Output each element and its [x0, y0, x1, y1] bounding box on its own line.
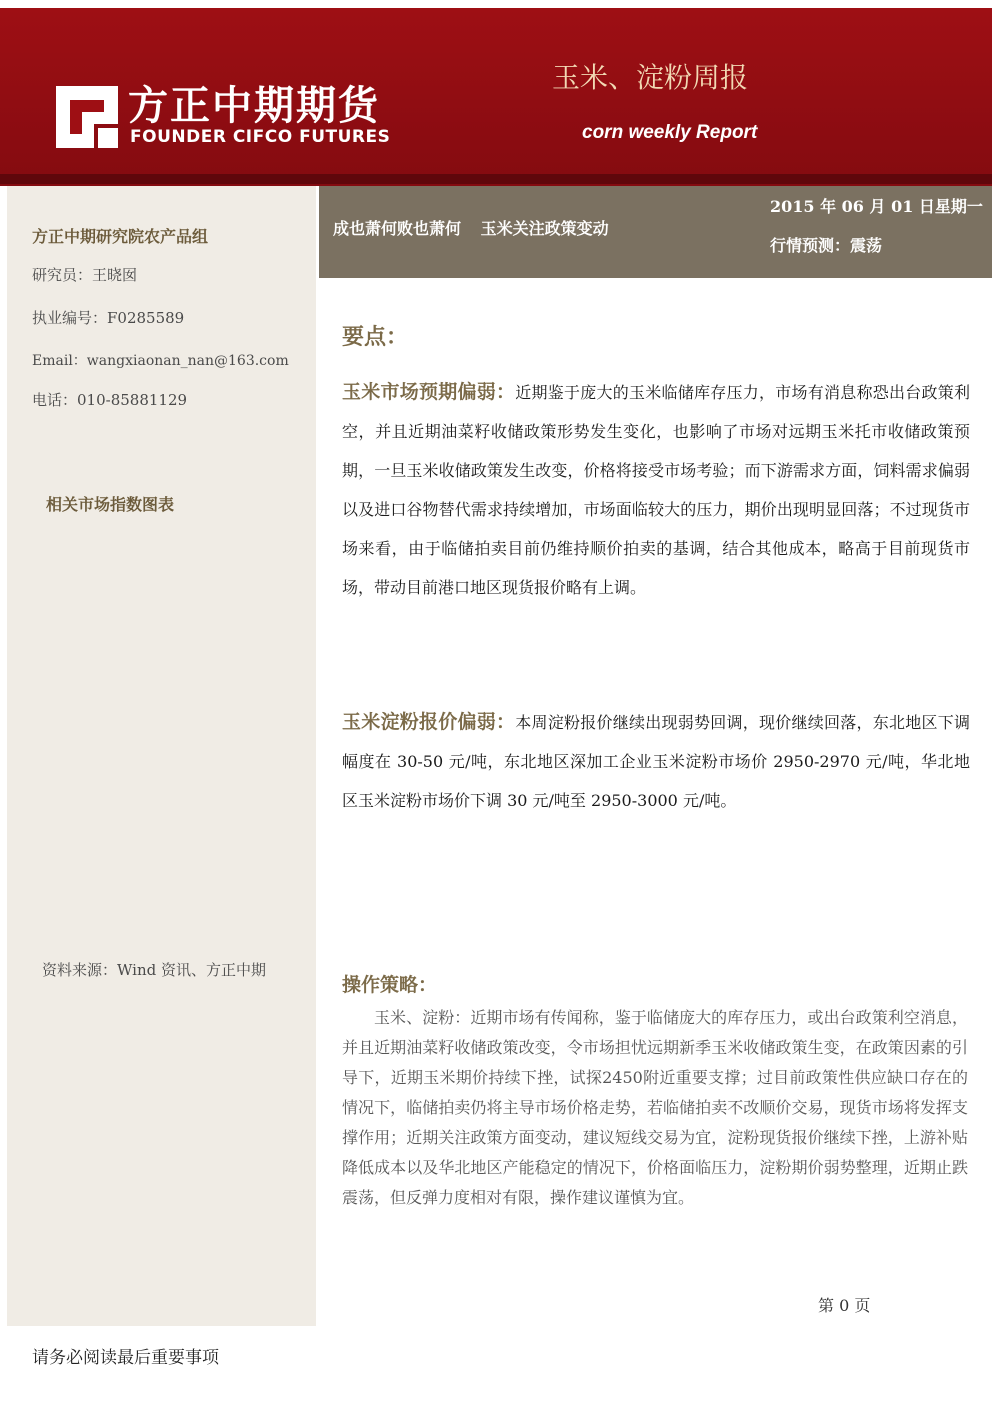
header-divider — [0, 174, 992, 184]
strategy-text: 玉米、淀粉：近期市场有传闻称，鉴于临储庞大的库存压力，或出台政策利空消息，并且近期油菜籽收储政策改变，令市场担忧远期新季玉米收储政策生变，在政策因素的引导下，近期玉米期价持续下挫，试探2450附近重要支撑；过目前政策性供应缺口存在的情况下，临储拍卖仍将主导市场价格走势，若临储拍卖不改顺价交易，现货市场将发挥支撑作用；近期关注政策方面变动，建议短线交易为宜，淀粉现货报价继续下挫，上游补贴降低成本以及华北地区产能稳定的情况下，价格面临压力，淀粉期价弱势整理，近期止跌震荡，但反弹力度相对有限，操作建议谨慎为宜。 — [342, 1008, 968, 1207]
company-name-cn: 方正中期期货 — [128, 83, 380, 129]
strategy-title: 操作策略： — [342, 974, 438, 996]
market-forecast: 行情预测：震荡 — [770, 236, 883, 255]
report-title: 玉米、淀粉周报 — [552, 61, 749, 94]
company-name-en: FOUNDER CIFCO FUTURES — [130, 127, 391, 147]
company-logo-icon — [56, 86, 118, 148]
analyst-email: Email：wangxiaonan_nan@163.com — [32, 353, 289, 369]
report-subtitle: corn weekly Report — [582, 122, 758, 143]
disclaimer-note: 请务必阅读最后重要事项 — [32, 1348, 219, 1368]
starch-price-paragraph — [342, 703, 970, 820]
corn-market-label: 玉米市场预期偏弱： — [342, 381, 516, 403]
data-source: 资料来源：Wind 资讯、方正中期 — [42, 961, 266, 979]
starch-price-label: 玉米淀粉报价偏弱： — [342, 711, 516, 733]
corn-market-paragraph — [342, 373, 970, 607]
charts-heading: 相关市场指数图表 — [46, 495, 175, 514]
license-number: 执业编号：F0285589 — [32, 309, 185, 327]
report-date: 2015 年 06 月 01 日星期一 — [770, 197, 983, 216]
key-points-title: 要点： — [342, 324, 409, 350]
starch-price-text: 本周淀粉报价继续出现弱势回调，现价继续回落，东北地区下调幅度在 30-50 元/吨，东北地区深加工企业玉米淀粉市场价 2950-2970 元/吨，华北地区玉米淀粉市场价下调 30 元/吨至 2950-3000 元/吨。 — [342, 713, 970, 810]
analyst-name: 研究员：王晓囡 — [32, 266, 138, 284]
analyst-phone: 电话：010-85881129 — [32, 391, 188, 409]
report-headline: 成也萧何败也萧何 玉米关注政策变动 — [333, 219, 609, 238]
corn-market-text: 近期鉴于庞大的玉米临储库存压力，市场有消息称恐出台政策利空，并且近期油菜籽收储政策形势发生变化，也影响了市场对远期玉米托市收储政策预期，一旦玉米收储政策发生改变，价格将接受市场考验；而下游需求方面，饲料需求偏弱以及进口谷物替代需求持续增加，市场面临较大的压力，期价出现明显回落；不过现货市场来看，由于临储拍卖目前仍维持顺价拍卖的基调，结合其他成本，略高于目前现货市场，带动目前港口地区现货报价略有上调。 — [342, 383, 970, 597]
research-group: 方正中期研究院农产品组 — [32, 227, 209, 246]
page-number: 第 0 页 — [818, 1296, 871, 1315]
